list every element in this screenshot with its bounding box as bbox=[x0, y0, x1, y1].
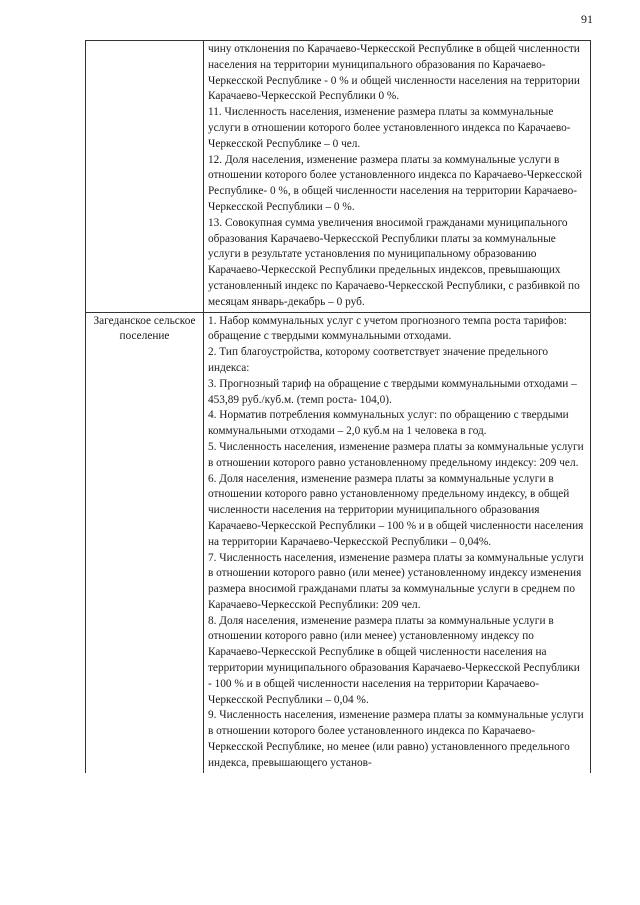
indicator-paragraph: 3. Прогнозный тариф на обращение с твердыми коммунальными отходами – 453,89 руб./куб.м. (темп роста- 104,0). bbox=[208, 377, 577, 406]
indicator-paragraph: 11. Численность населения, изменение размера платы за коммунальные услуги в отношении которого более установленного индекса по Карачаево-Черкесской Республике – 0 чел. bbox=[208, 106, 571, 150]
indicator-paragraph: 8. Доля населения, изменение размера платы за коммунальные услуги в отношении которого равно (или менее) установленному индексу по Карачаево-Черкесской Республике в общей численности населения на территории муниципального образования Карачаево-Черкесской Республики - 100 % и в общей численности населения на территории Карачаево-Черкесской Республики – 0,04 %. bbox=[208, 614, 580, 706]
indicator-paragraph: 6. Доля населения, изменение размера платы за коммунальные услуги в отношении которого равно установленному предельному индексу, в общей численности населения на территории муниципального образования Карачаево-Черкесской Республики – 100 % и в общей численности населения на территории Карачаево-Черкесской Республики – 0,04%. bbox=[208, 472, 584, 548]
indicator-paragraph: 12. Доля населения, изменение размера платы за коммунальные услуги в отношении которого более установленного индекса по Карачаево-Черкесской Республике- 0 %, в общей численности населения на территории Карачаево-Черкесской Республики – 0 %. bbox=[208, 153, 583, 213]
indicators-cell bbox=[204, 312, 591, 773]
municipal-index-table bbox=[85, 40, 591, 773]
indicators-cell bbox=[204, 41, 591, 313]
table-row bbox=[86, 312, 591, 773]
indicator-paragraph: 5. Численность населения, изменение размера платы за коммунальные услуги в отношении которого равно установленному предельному индексу: 209 чел. bbox=[208, 440, 584, 469]
indicator-paragraph: 4. Норматив потребления коммунальных услуг: по обращению с твердыми коммунальными отходами – 2,0 куб.м на 1 человека в год. bbox=[208, 409, 569, 438]
indicator-paragraph: чину отклонения по Карачаево-Черкесской Республике в общей численности населения на территории муниципального образования по Карачаево-Черкесской Республике - 0 % и общей численности населения на территории Карачаево-Черкесской Республики 0 %. bbox=[208, 43, 580, 103]
indicator-paragraph: 2. Тип благоустройства, которому соответствует значение предельного индекса: bbox=[208, 346, 549, 374]
indicator-paragraph: 1. Набор коммунальных услуг с учетом прогнозного темпа роста тарифов: обращение с твердыми коммунальными отходами. bbox=[208, 314, 567, 343]
indicator-paragraph: 7. Численность населения, изменение размера платы за коммунальные услуги в отношении которого равно (или менее) установленному индексу изменения размера вносимой гражданами платы за коммунальные услуги в среднем по Карачаево-Черкесской Республики: 209 чел. bbox=[208, 551, 584, 611]
page-number: 91 bbox=[581, 12, 593, 26]
indicator-paragraph: 9. Численность населения, изменение размера платы за коммунальные услуги в отношении которого более установленного индекса по Карачаево-Черкесской Республике, но менее (или равно) установленного предельного индекса, превышающего установ- bbox=[208, 709, 584, 769]
municipality-name-cell bbox=[86, 41, 204, 313]
indicator-paragraph: 13. Совокупная сумма увеличения вносимой гражданами муниципального образования Карачаево-Черкесской Республики платы за коммунальные услуги в результате установления по муниципальному образованию Карачаево-Черкесской Республики предельных индексов, превышающих установленный индекс по Карачаево-Черкесской Республики, с разбивкой по месяцам январь-декабрь – 0 руб. bbox=[208, 216, 580, 308]
table-row bbox=[86, 41, 591, 313]
municipality-name-cell: Загеданское сельское поселение bbox=[86, 312, 204, 773]
